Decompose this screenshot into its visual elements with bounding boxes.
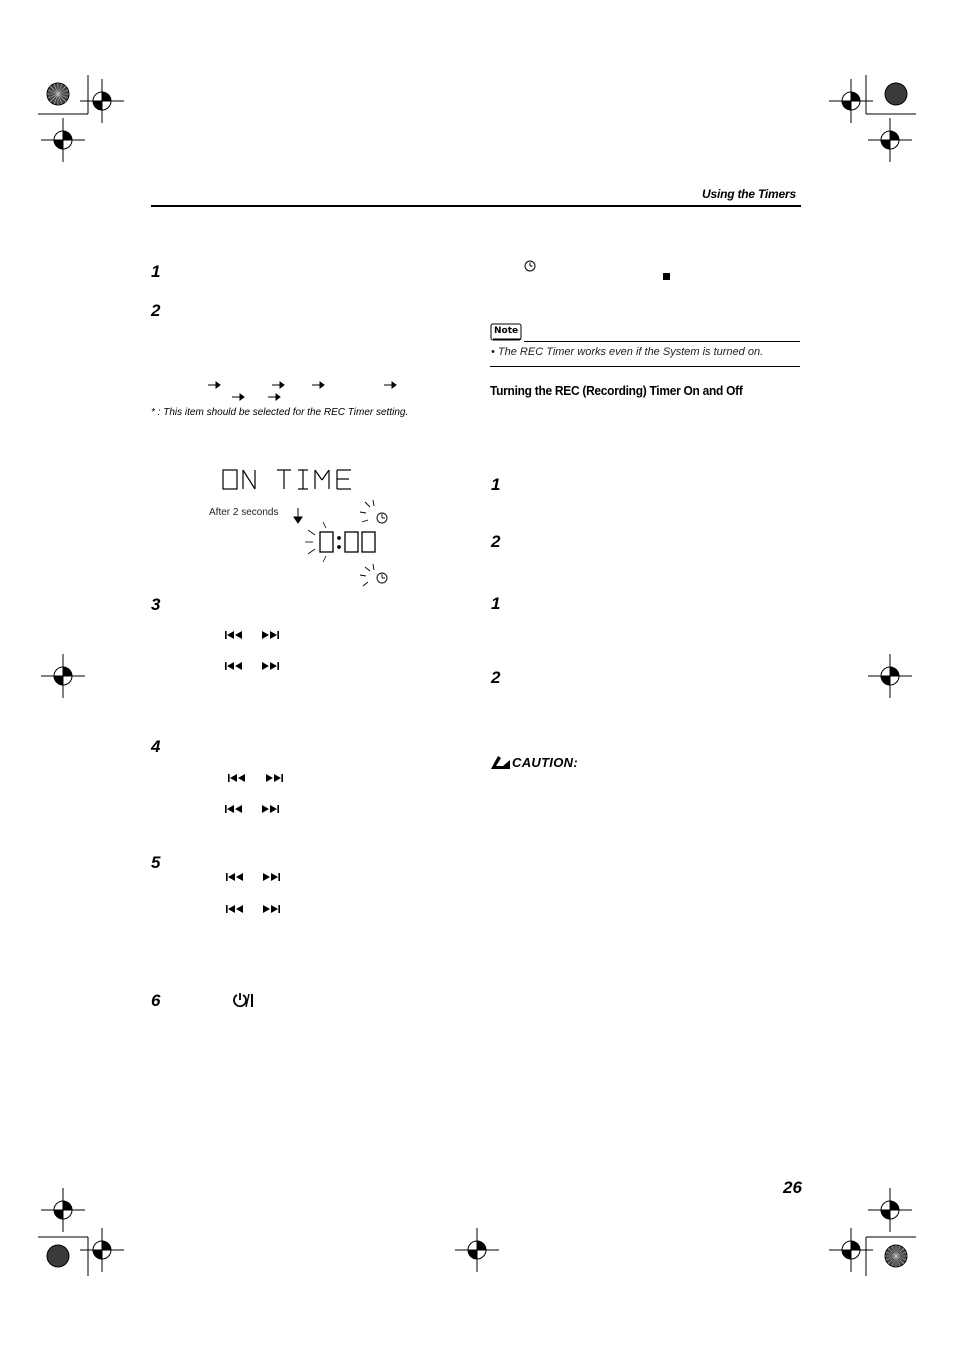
skip-forward-icon bbox=[263, 873, 280, 881]
page-number: 26 bbox=[783, 1178, 802, 1197]
caution-hand-icon bbox=[490, 754, 512, 770]
note-top-rule bbox=[524, 341, 800, 342]
power-standby-icon bbox=[232, 992, 256, 1010]
skip-backward-icon bbox=[225, 805, 242, 813]
time-digits bbox=[320, 532, 375, 552]
right-arrow-icon bbox=[208, 382, 396, 400]
clock-icon bbox=[360, 500, 387, 523]
stop-square-icon bbox=[663, 273, 670, 280]
step-number-5: 5 bbox=[151, 853, 161, 872]
step-number-3: 3 bbox=[151, 595, 161, 614]
step-number-4: 4 bbox=[151, 737, 161, 756]
after-caption: After 2 seconds bbox=[209, 507, 279, 518]
down-arrow-icon bbox=[294, 508, 302, 523]
skip-forward-icon bbox=[266, 774, 283, 782]
step-number-1: 1 bbox=[151, 262, 161, 281]
on-time-segments bbox=[223, 470, 351, 489]
subheading: Turning the REC (Recording) Timer On and Off bbox=[490, 383, 743, 398]
step-a-number-1: 1 bbox=[491, 475, 501, 494]
skip-icons bbox=[222, 628, 292, 918]
skip-forward-icon bbox=[262, 805, 279, 813]
note-text: • The REC Timer works even if the System is turned on. bbox=[491, 346, 764, 358]
footnote: * : This item should be selected for the REC Timer setting. bbox=[151, 407, 409, 418]
header-rule bbox=[151, 205, 801, 207]
skip-backward-icon bbox=[225, 662, 242, 670]
skip-forward-icon bbox=[262, 631, 279, 639]
skip-backward-icon bbox=[228, 774, 245, 782]
clock-icon bbox=[360, 564, 387, 586]
clock-icon bbox=[523, 259, 537, 273]
display-illustration bbox=[205, 460, 405, 600]
step-b-number-2: 2 bbox=[491, 668, 501, 687]
skip-backward-icon bbox=[225, 631, 242, 639]
step-number-2: 2 bbox=[151, 301, 161, 320]
note-bottom-rule bbox=[490, 366, 800, 367]
step-b-number-1: 1 bbox=[491, 594, 501, 613]
skip-forward-icon bbox=[262, 662, 279, 670]
sequence-arrows bbox=[200, 380, 460, 404]
skip-backward-icon bbox=[226, 905, 243, 913]
skip-backward-icon bbox=[226, 873, 243, 881]
section-title: Using the Timers bbox=[702, 187, 796, 201]
step-number-6: 6 bbox=[151, 991, 161, 1010]
skip-forward-icon bbox=[263, 905, 280, 913]
step-a-number-2: 2 bbox=[491, 532, 501, 551]
note-label: Note bbox=[494, 326, 519, 336]
caution-label: CAUTION: bbox=[512, 755, 578, 770]
